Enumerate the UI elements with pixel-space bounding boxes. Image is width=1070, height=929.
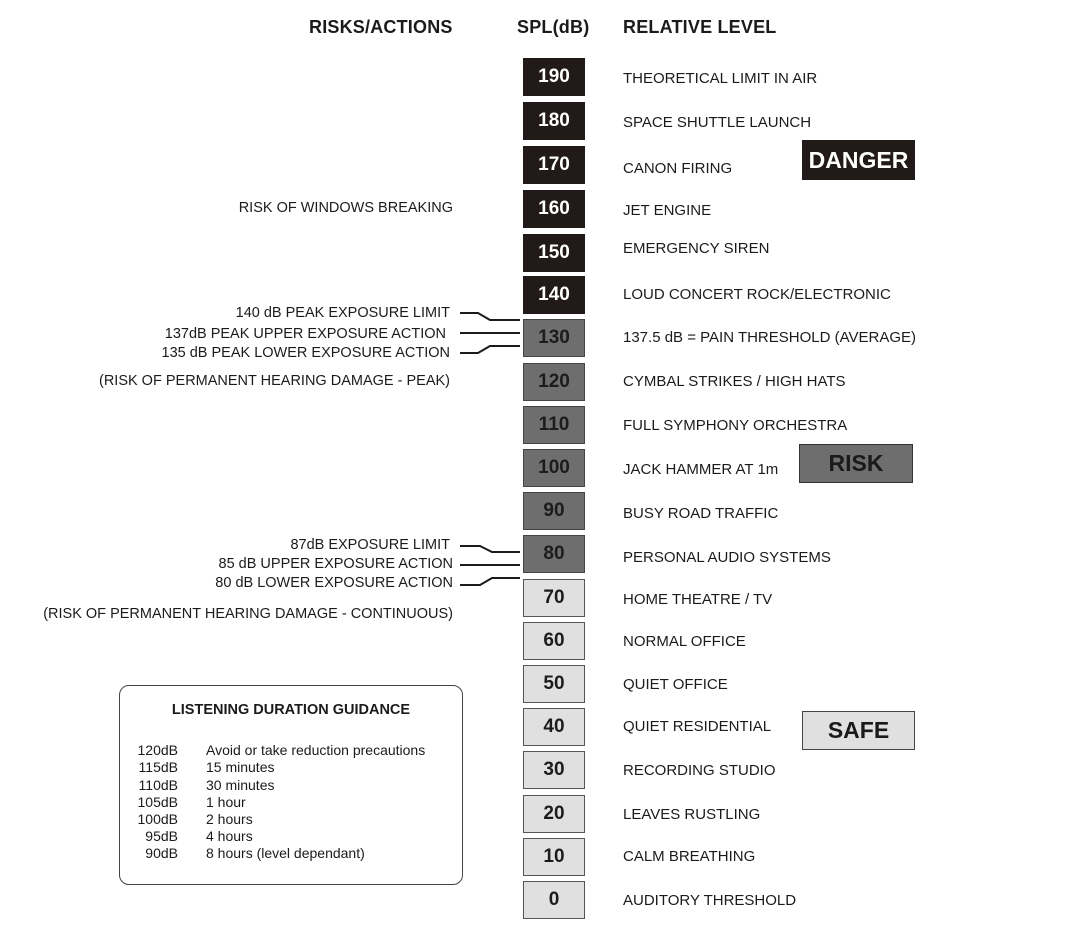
level-description: THEORETICAL LIMIT IN AIR (623, 70, 818, 87)
level-box: 70 (523, 579, 585, 617)
level-box: 60 (523, 622, 585, 660)
level-box: 90 (523, 492, 585, 530)
guidance-text: 30 minutes (206, 777, 275, 793)
risk-peak-upper-action: 137dB PEAK UPPER EXPOSURE ACTION (164, 326, 446, 342)
level-box: 140 (523, 276, 585, 314)
connector-exposure-limit (460, 546, 520, 552)
guidance-db: 95dB (145, 828, 178, 844)
level-box: 150 (523, 234, 585, 272)
safe-badge: SAFE (802, 711, 915, 750)
level-box: 50 (523, 665, 585, 703)
guidance-text: 4 hours (206, 828, 253, 844)
level-description: BUSY ROAD TRAFFIC (623, 505, 779, 522)
level-description: CANON FIRING (623, 160, 733, 177)
level-description: LEAVES RUSTLING (623, 806, 761, 823)
guidance-db: 120dB (137, 742, 178, 758)
level-box: 100 (523, 449, 585, 487)
level-description: 137.5 dB = PAIN THRESHOLD (AVERAGE) (623, 329, 917, 346)
connector-peak-limit (460, 313, 520, 320)
level-box: 110 (523, 406, 585, 444)
level-box: 170 (523, 146, 585, 184)
guidance-text: Avoid or take reduction precautions (206, 742, 426, 758)
level-description: PERSONAL AUDIO SYSTEMS (623, 549, 831, 566)
level-description: HOME THEATRE / TV (623, 591, 773, 608)
level-box: 190 (523, 58, 585, 96)
risk-peak-exposure-limit: 140 dB PEAK EXPOSURE LIMIT (235, 305, 450, 321)
level-description: CALM BREATHING (623, 848, 756, 865)
risk-lower-exposure-action: 80 dB LOWER EXPOSURE ACTION (215, 575, 453, 591)
guidance-title: LISTENING DURATION GUIDANCE (171, 702, 411, 718)
risk-badge: RISK (799, 444, 913, 483)
level-description: EMERGENCY SIREN (623, 240, 770, 257)
level-description: JET ENGINE (623, 202, 712, 219)
level-box: 40 (523, 708, 585, 746)
level-description: LOUD CONCERT ROCK/ELECTRONIC (623, 286, 891, 303)
guidance-db: 110dB (138, 777, 178, 793)
risk-peak-hearing-damage: (RISK OF PERMANENT HEARING DAMAGE - PEAK) (98, 373, 450, 389)
level-description: NORMAL OFFICE (623, 633, 746, 650)
level-box: 20 (523, 795, 585, 833)
level-box: 10 (523, 838, 585, 876)
level-description: CYMBAL STRIKES / HIGH HATS (623, 373, 846, 390)
guidance-db: 105dB (137, 794, 178, 810)
risks-actions-header: RISKS/ACTIONS (309, 17, 453, 37)
connector-peak-lower (460, 346, 520, 353)
risk-exposure-limit: 87dB EXPOSURE LIMIT (290, 537, 450, 553)
level-description: JACK HAMMER AT 1m (623, 461, 779, 478)
connector-exposure-lower (460, 578, 520, 585)
guidance-db: 115dB (138, 759, 178, 775)
level-description: AUDITORY THRESHOLD (623, 892, 797, 909)
level-description: SPACE SHUTTLE LAUNCH (623, 114, 812, 131)
guidance-text: 1 hour (206, 794, 246, 810)
level-description: QUIET OFFICE (623, 676, 728, 693)
risk-continuous-hearing-damage: (RISK OF PERMANENT HEARING DAMAGE - CONTINUOUS) (43, 606, 453, 622)
level-box: 30 (523, 751, 585, 789)
level-box: 180 (523, 102, 585, 140)
level-box: 130 (523, 319, 585, 357)
guidance-text: 8 hours (level dependant) (206, 845, 365, 861)
guidance-db: 90dB (145, 845, 178, 861)
guidance-text: 15 minutes (206, 759, 275, 775)
level-description: FULL SYMPHONY ORCHESTRA (623, 417, 848, 434)
listening-duration-guidance (119, 685, 463, 885)
danger-badge: DANGER (802, 140, 915, 180)
risk-peak-lower-action: 135 dB PEAK LOWER EXPOSURE ACTION (161, 345, 450, 361)
level-description: QUIET RESIDENTIAL (623, 718, 772, 735)
guidance-db: 100dB (137, 811, 178, 827)
guidance-text: 2 hours (206, 811, 253, 827)
relative-level-header: RELATIVE LEVEL (623, 17, 777, 37)
level-description: RECORDING STUDIO (623, 762, 776, 779)
risk-upper-exposure-action: 85 dB UPPER EXPOSURE ACTION (218, 556, 453, 572)
level-box: 0 (523, 881, 585, 919)
level-box: 160 (523, 190, 585, 228)
spl-header: SPL(dB) (517, 17, 590, 37)
level-box: 120 (523, 363, 585, 401)
level-box: 80 (523, 535, 585, 573)
risk-windows-breaking: RISK OF WINDOWS BREAKING (238, 200, 453, 216)
